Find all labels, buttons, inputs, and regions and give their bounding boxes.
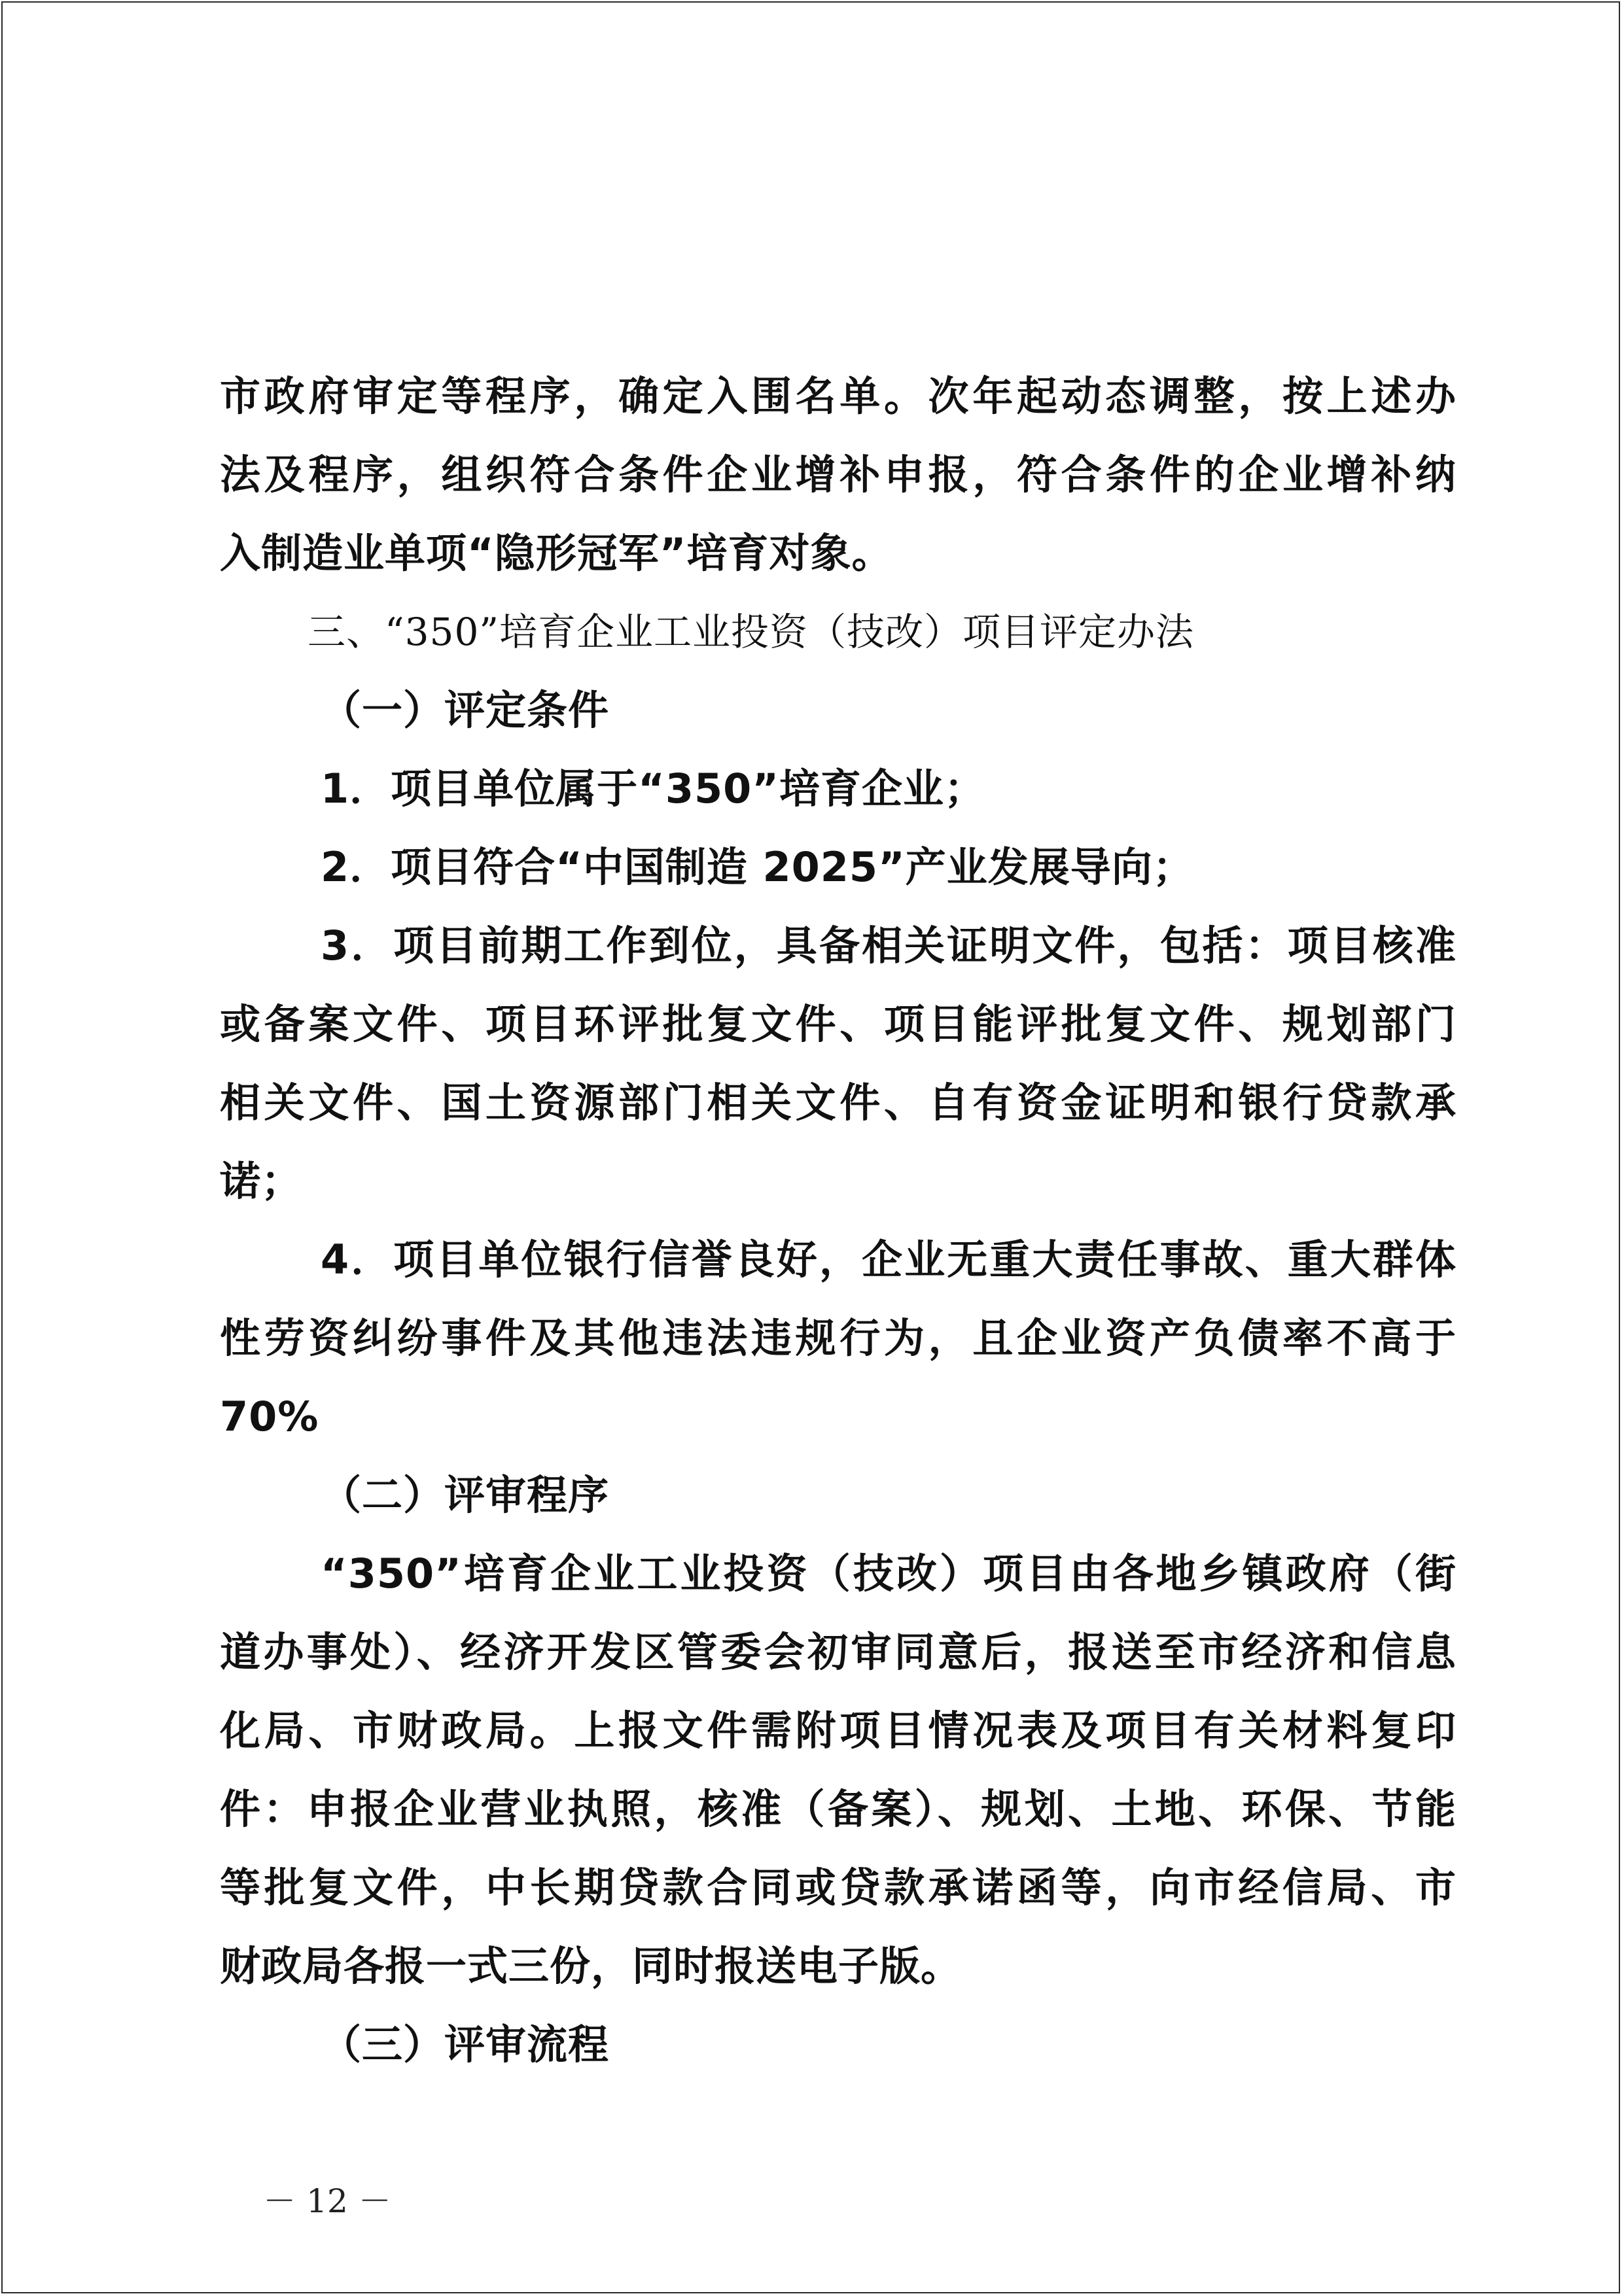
body-line: 法及程序，组织符合条件企业增补申报，符合条件的企业增补纳 xyxy=(220,451,1456,498)
body-line: 件：申报企业营业执照，核准（备案）、规划、土地、环保、节能 xyxy=(220,1785,1456,1833)
list-item: 4．项目单位银行信誉良好，企业无重大责任事故、重大群体 xyxy=(321,1236,1456,1283)
body-line: 市政府审定等程序，确定入围名单。次年起动态调整，按上述办 xyxy=(220,372,1456,420)
body-line: 诺； xyxy=(220,1157,303,1205)
subsection-heading: （一）评定条件 xyxy=(321,686,610,734)
list-item: 2．项目符合“中国制造 2025”产业发展导向； xyxy=(321,843,1194,891)
subsection-heading: （二）评审程序 xyxy=(321,1471,610,1519)
body-line: 道办事处）、经济开发区管委会初审同意后，报送至市经济和信息 xyxy=(220,1628,1456,1676)
body-line: 或备案文件、项目环评批复文件、项目能评批复文件、规划部门 xyxy=(220,1000,1456,1048)
body-line: 化局、市财政局。上报文件需附项目情况表及项目有关材料复印 xyxy=(220,1707,1456,1754)
body-line: 入制造业单项“隐形冠军”培育对象。 xyxy=(220,529,893,577)
body-line: 70% xyxy=(220,1393,319,1440)
body-line: “350”培育企业工业投资（技改）项目由各地乡镇政府（街 xyxy=(321,1550,1456,1597)
body-line: 等批复文件，中长期贷款合同或贷款承诺函等，向市经信局、市 xyxy=(220,1864,1456,1911)
list-item: 3．项目前期工作到位，具备相关证明文件，包括：项目核准 xyxy=(321,922,1456,969)
list-item: 1．项目单位属于“350”培育企业； xyxy=(321,765,986,812)
subsection-heading: （三）评审流程 xyxy=(321,2021,610,2068)
body-line: 财政局各报一式三份，同时报送电子版。 xyxy=(220,1942,962,1990)
body-line: 相关文件、国土资源部门相关文件、自有资金证明和银行贷款承 xyxy=(220,1079,1456,1126)
page-number: － 12 － xyxy=(263,2182,391,2220)
body-line: 性劳资纠纷事件及其他违法违规行为，且企业资产负债率不高于 xyxy=(220,1314,1456,1362)
section-heading: 三、“350”培育企业工业投资（技改）项目评定办法 xyxy=(308,610,1195,654)
